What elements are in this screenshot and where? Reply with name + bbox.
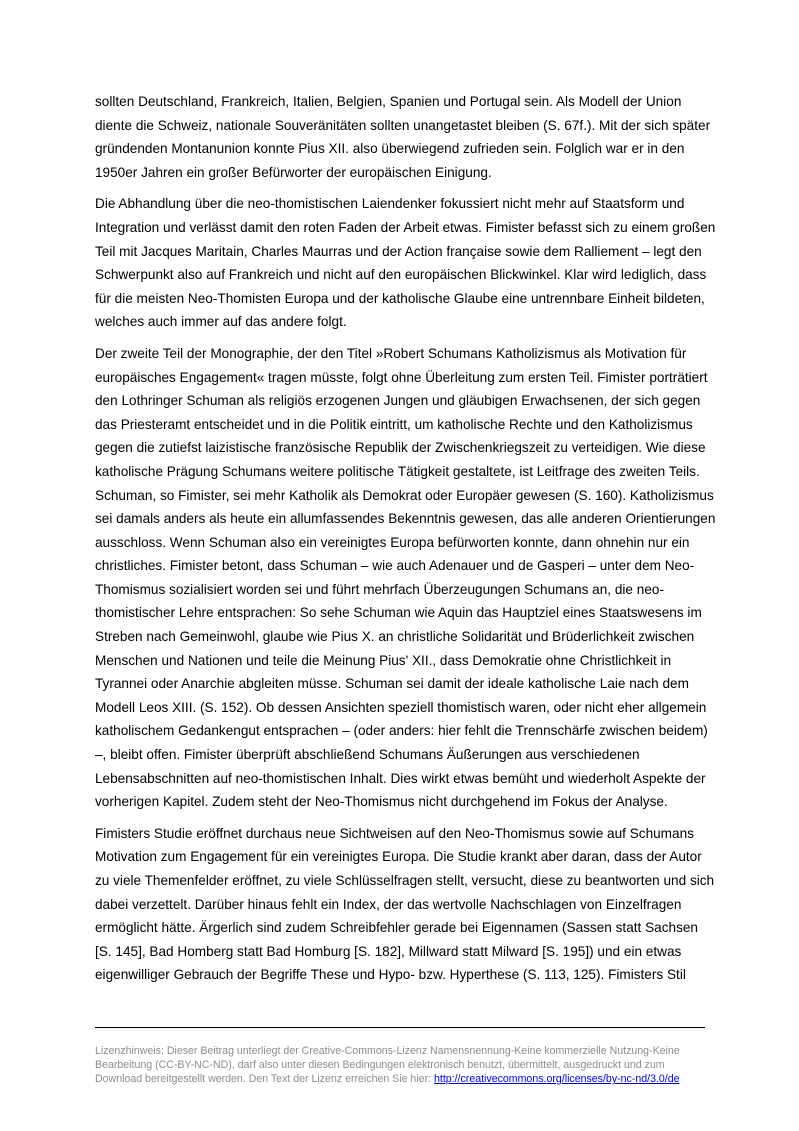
- paragraph-2: Die Abhandlung über die neo-thomistischen Laiendenker fokussiert nicht mehr auf Staatsform und Integration und verlässt damit den roten Faden der Arbeit etwas. Fimister befasst sich zu einem großen Teil mit Jacques Maritain, Charles Maurras und der Action française sowie dem Ralliement – legt den Schwerpunkt also auf Frankreich und nicht auf den europäischen Blickwinkel. Klar wird lediglich, dass für die meisten Neo-Thomisten Europa und der katholische Glaube eine untrennbare Einheit bildeten, welches auch immer auf das andere folgt.: [95, 196, 716, 330]
- license-notice: Lizenzhinweis: Dieser Beitrag unterliegt der Creative-Commons-Lizenz Namensnennung-Keine kommerzielle Nutzung-Keine Bearbeitung (CC-BY-NC-ND), darf also unter diesen Bedingungen elektronisch benutzt, übermittelt, ausgedruckt und zum Download bereitgestellt werden. Den Text der Lizenz erreichen Sie hier:: [95, 1045, 680, 1085]
- paragraph-3: Der zweite Teil der Monographie, der den Titel »Robert Schumans Katholizismus als Motivation für europäisches Engagement« tragen müsste, folgt ohne Überleitung zum ersten Teil. Fimister porträtiert den Lothringer Schuman als religiös erzogenen Jungen und gläubigen Erwachsenen, der sich gegen das Priesteramt entscheidet und in die Politik eintritt, um katholische Rechte und den Katholizismus gegen die zutiefst laizistische französische Republik der Zwischenkriegszeit zu verteidigen. Wie diese katholische Prägung Schumans weitere politische Tätigkeit gestaltete, ist Leitfrage des zweiten Teils. Schuman, so Fimister, sei mehr Katholik als Demokrat oder Europäer gewesen (S. 160). Katholizismus sei damals anders als heute ein allumfassendes Bekenntnis gewesen, das alle anderen Orientierungen ausschloss. Wenn Schuman also ein vereinigtes Europa befürworten konnte, dann ohnehin nur ein christliches. Fimister betont, dass Schuman – wie auch Adenauer und de Gasperi – unter dem Neo-Thomismus sozialisiert worden sei und führt mehrfach Überzeugungen Schumans an, die neo-thomistischer Lehre entsprachen: So sehe Schuman wie Aquin das Hauptziel eines Staatswesens im Streben nach Gemeinwohl, glaube wie Pius X. an christliche Solidarität und Brüderlichkeit zwischen Menschen und Nationen und teile die Meinung Pius' XII., dass Demokratie ohne Christlichkeit in Tyrannei oder Anarchie abgleiten müsse. Schuman sei damit der ideale katholische Laie nach dem Modell Leos XIII. (S. 152). Ob dessen Ansichten speziell thomistisch waren, oder nicht eher allgemein katholischem Gedankengut entsprachen – (oder anders: hier fehlt die Trennschärfe zwischen beidem) –, bleibt offen. Fimister überprüft abschließend Schumans Äußerungen aus verschiedenen Lebensabschnitten auf neo-thomistischen Inhalt. Dies wirkt etwas bemüht und wiederholt Aspekte der vorherigen Kapitel. Zudem steht der Neo-Thomismus nicht durchgehend im Fokus der Analyse.: [95, 345, 716, 810]
- footer-divider: [95, 1027, 705, 1028]
- paragraph-1: sollten Deutschland, Frankreich, Italien, Belgien, Spanien und Portugal sein. Als Modell der Union diente die Schweiz, nationale Souveränitäten sollten unangetastet bleiben (S. 67f.). Mit der sich später gründenden Montanunion konnte Pius XII. also überwiegend zufrieden sein. Folglich war er in den 1950er Jahren ein großer Befürworter der europäischen Einigung.: [95, 94, 711, 180]
- paragraph-4: Fimisters Studie eröffnet durchaus neue Sichtweisen auf den Neo-Thomismus sowie auf Schumans Motivation zum Engagement für ein vereinigtes Europa. Die Studie krankt aber daran, dass der Autor zu viele Themenfelder eröffnet, zu viele Schlüsselfragen stellt, versucht, diese zu beantworten und sich dabei verzettelt. Darüber hinaus fehlt ein Index, der das wertvolle Nachschlagen von Einzelfragen ermöglicht hätte. Ärgerlich sind zudem Schreibfehler gerade bei Eigennamen (Sassen statt Sachsen [S. 145], Bad Homberg statt Bad Homburg [S. 182], Millward statt Milward [S. 195]) und ein etwas eigenwilliger Gebrauch der Begriffe These und Hypo- bzw. Hyperthese (S. 113, 125). Fimisters Stil: [95, 825, 715, 983]
- body-text: [95, 90, 717, 995]
- license-footer: [95, 1044, 710, 1086]
- license-link[interactable]: http://creativecommons.org/licenses/by-nc-nd/3.0/de: [434, 1073, 680, 1085]
